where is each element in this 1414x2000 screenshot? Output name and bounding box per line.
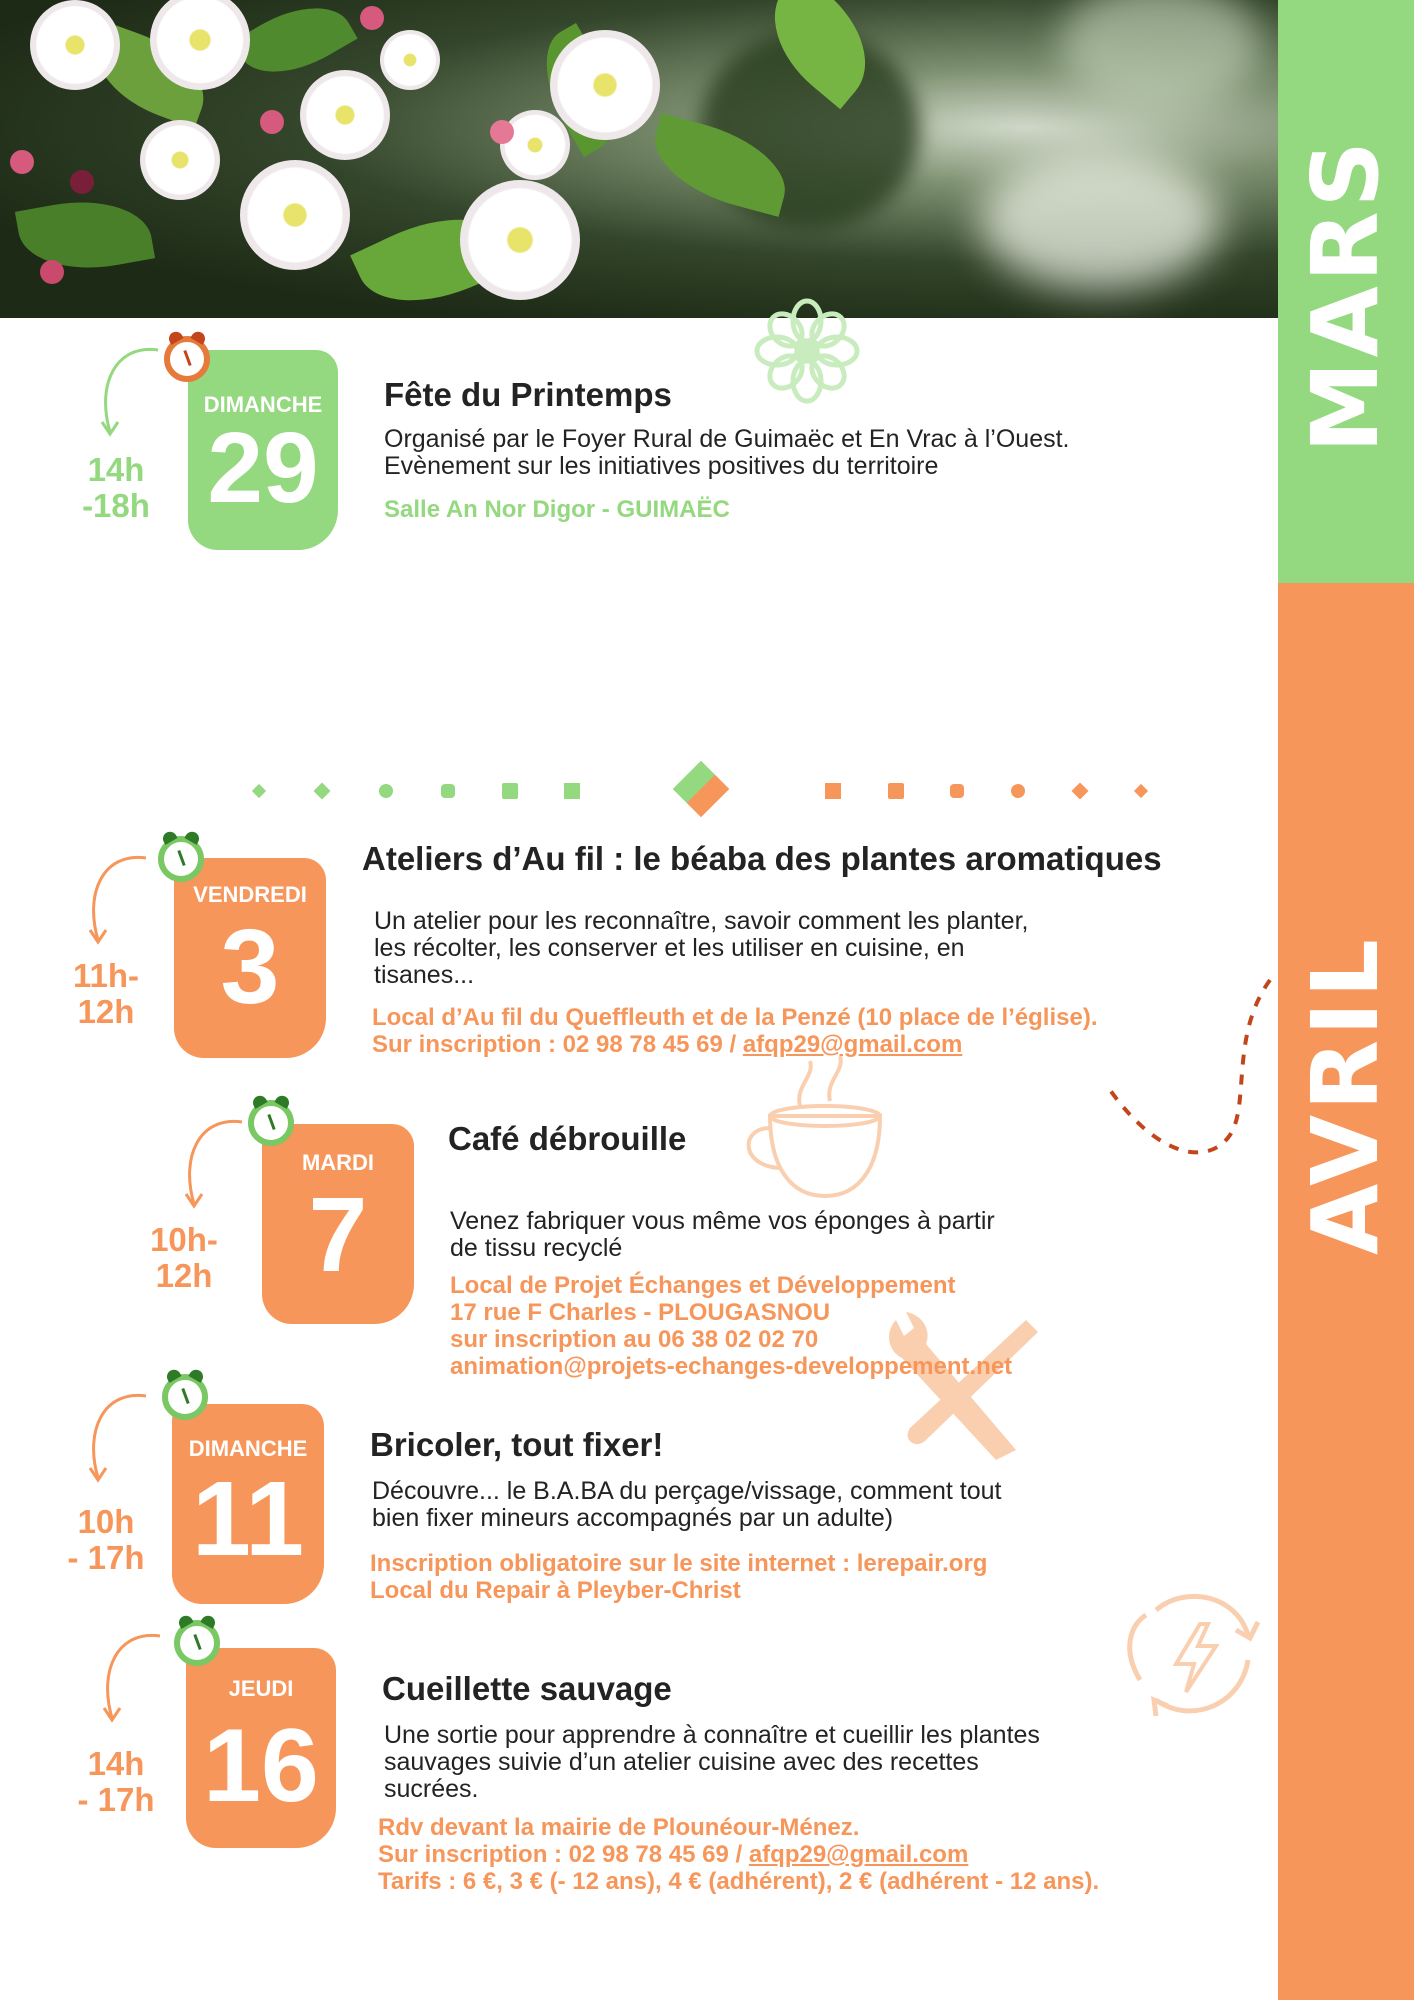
arrow-icon [98,1630,168,1730]
date-badge: VENDREDI 3 [174,858,326,1058]
event-location: Salle An Nor Digor - GUIMAËC [384,496,730,523]
arrow-icon [96,344,166,444]
event-title: Cueillette sauvage [382,1670,672,1707]
arrow-icon [84,852,154,952]
alarm-clock-icon [158,836,204,882]
hero-photo-apple-blossoms [0,0,1278,318]
dashed-curve [1100,975,1280,1175]
coffee-cup-icon [740,1056,910,1206]
event-hours: 10h - 17h [67,1503,145,1576]
flower-icon [752,296,862,406]
date-badge: JEUDI 16 [186,1648,336,1848]
event-title: Fête du Printemps [384,376,672,413]
date-badge: MARDI 7 [262,1124,414,1324]
event-hours: 10h- 12h [150,1221,218,1294]
event-title: Bricoler, tout fixer! [370,1426,664,1463]
month-label-march: MARS [1292,137,1399,453]
event-info: Inscription obligatoire sur le site internet : lerepair.org Local du Repair à Pleyber-Christ [370,1550,988,1604]
event-description: Découvre... le B.A.BA du perçage/vissage, comment tout bien fixer mineurs accompagnés par un adulte) [372,1477,1002,1532]
alarm-clock-icon [174,1620,220,1666]
date-badge: DIMANCHE 29 [188,350,338,550]
email-link[interactable]: afqp29@gmail.com [748,1841,969,1868]
event-info: Rdv devant la mairie de Plounéour-Ménez. Sur inscription : 02 98 78 45 69 / afqp29@gmail.com Tarifs : 6 €, 3 € (- 12 ans), 4 € (adhérent), 2 € (adhérent - 12 ans). [378,1814,1100,1895]
event-hours: 11h- 12h [72,957,140,1030]
event-description: Organisé par le Foyer Rural de Guimaëc et En Vrac à l’Ouest. Evènement sur les initiatives positives du territoire [384,425,1070,480]
event-description: Venez fabriquer vous même vos éponges à partir de tissu recyclé [450,1207,995,1262]
divider-diamond [673,761,730,818]
month-label-april: AVRIL [1292,935,1399,1255]
date-badge: DIMANCHE 11 [172,1404,324,1604]
event-description: Un atelier pour les reconnaître, savoir comment les planter, les récolter, les conserver et les utiliser en cuisine, en tisanes... [374,907,1029,989]
recycle-icon [1116,1580,1272,1730]
email-link[interactable]: animation@projets-echanges-developpement.net [450,1353,1013,1380]
event-title: Café débrouille [448,1120,687,1157]
event-info: Local de Projet Échanges et Développement 17 rue F Charles - PLOUGASNOU sur inscription au 06 38 02 02 70 animation@projets-echanges-developpement.net [450,1272,1013,1380]
event-title: Ateliers d’Au fil : le béaba des plantes aromatiques [362,840,1162,877]
event-hours: 14h - 17h [77,1745,155,1818]
alarm-clock-icon [164,336,210,382]
event-description: Une sortie pour apprendre à connaître et cueillir les plantes sauvages suivie d’un atelier cuisine avec des recettes sucrées. [384,1721,1040,1803]
arrow-icon [180,1116,250,1216]
email-link[interactable]: afqp29@gmail.com [742,1031,963,1058]
event-hours: 14h -18h [82,451,150,524]
alarm-clock-icon [248,1100,294,1146]
alarm-clock-icon [162,1374,208,1420]
event-info: Local d’Au fil du Queffleuth et de la Penzé (10 place de l’église). Sur inscription : 02 98 78 45 69 / afqp29@gmail.com [372,1004,1098,1058]
arrow-icon [84,1390,154,1490]
